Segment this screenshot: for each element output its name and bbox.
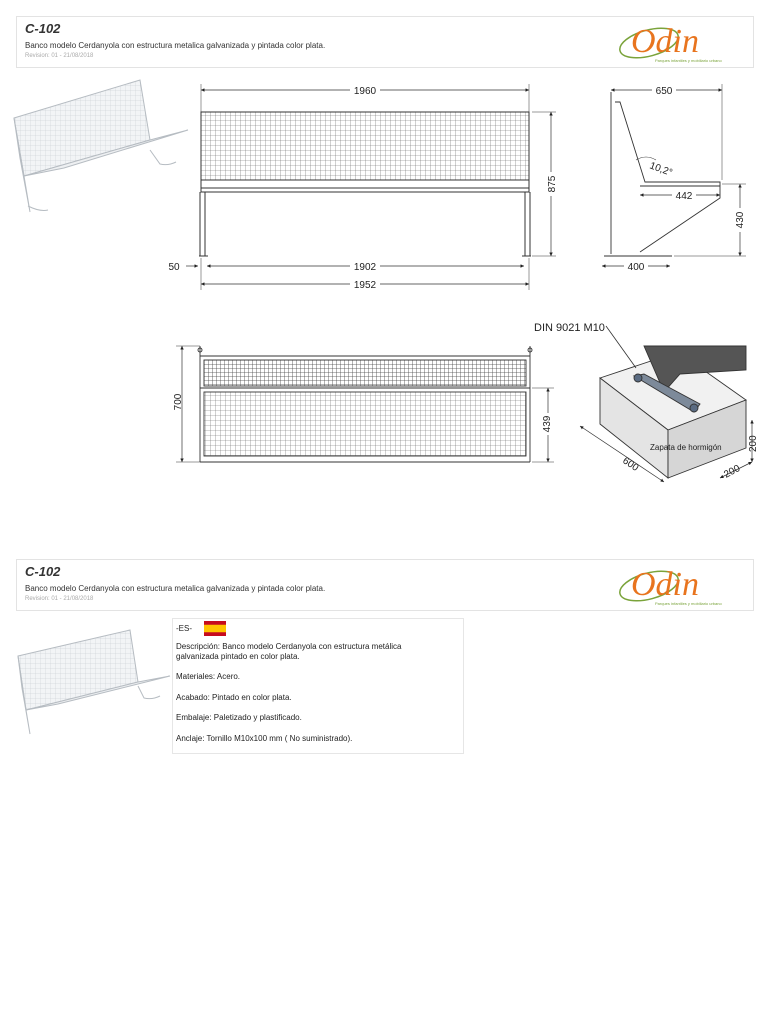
bench-render-3d (14, 80, 188, 212)
logo-tagline: Parques infantiles y mobiliario urbano (655, 58, 722, 63)
dim-foot: 50 (168, 262, 180, 273)
revision-text-2: Revision: 01 - 21/08/2018 (25, 596, 94, 602)
bolt-label: DIN 9021 M10 (534, 322, 605, 334)
dim-seat-height: 430 (735, 211, 746, 229)
spec-anchoring: Anclaje: Tornillo M10x100 mm ( No suministrado). (176, 734, 353, 743)
product-description: Banco modelo Cerdanyola con estructura metalica galvanizada y pintada color plata. (25, 41, 326, 50)
spec-packaging: Embalaje: Paletizado y plastificado. (176, 713, 302, 722)
bench-render-3d-2 (10, 618, 180, 738)
dim-back-height: 700 (173, 393, 184, 411)
product-code-2: C-102 (25, 564, 61, 579)
revision-text: Revision: 01 - 21/08/2018 (25, 53, 94, 59)
front-view (186, 84, 556, 290)
dim-foot-depth: 400 (627, 262, 645, 273)
rear-view (176, 346, 554, 462)
logo-tagline-2: Parques infantiles y mobiliario urbano (655, 601, 722, 606)
odin-logo-2 (613, 562, 733, 608)
logo-wordmark-2: Odin (631, 566, 699, 603)
spec-description: Descripción: Banco modelo Cerdanyola con estructura metálica galvanizada pintado en color plata. (176, 642, 402, 661)
spec-materials: Materiales: Acero. (176, 672, 241, 681)
dim-height: 875 (547, 175, 558, 193)
dim-footing-h: 200 (748, 435, 759, 452)
dim-width-total: 1960 (353, 86, 377, 97)
lang-label: -ES- (176, 624, 192, 633)
product-code: C-102 (25, 21, 61, 36)
dim-angle: 10,2° (647, 160, 674, 179)
dim-seat-depth: 442 (675, 191, 693, 202)
sheet2-header (16, 559, 754, 611)
logo-wordmark: Odin (631, 23, 699, 60)
dim-inner: 1902 (353, 262, 377, 273)
dim-footing-w: 200 (722, 463, 743, 481)
dim-base: 1952 (353, 280, 377, 291)
footing-label: Zapata de hormigón (650, 443, 722, 452)
spain-flag-icon (204, 621, 226, 636)
dim-seat-level: 439 (542, 415, 553, 433)
side-view (602, 84, 746, 266)
spec-finish: Acabado: Pintado en color plata. (176, 693, 292, 702)
dim-footing-len: 600 (620, 455, 641, 474)
dim-depth: 650 (655, 86, 673, 97)
product-description-2: Banco modelo Cerdanyola con estructura metalica galvanizada y pintada color plata. (25, 584, 326, 593)
anchor-detail (580, 326, 752, 482)
